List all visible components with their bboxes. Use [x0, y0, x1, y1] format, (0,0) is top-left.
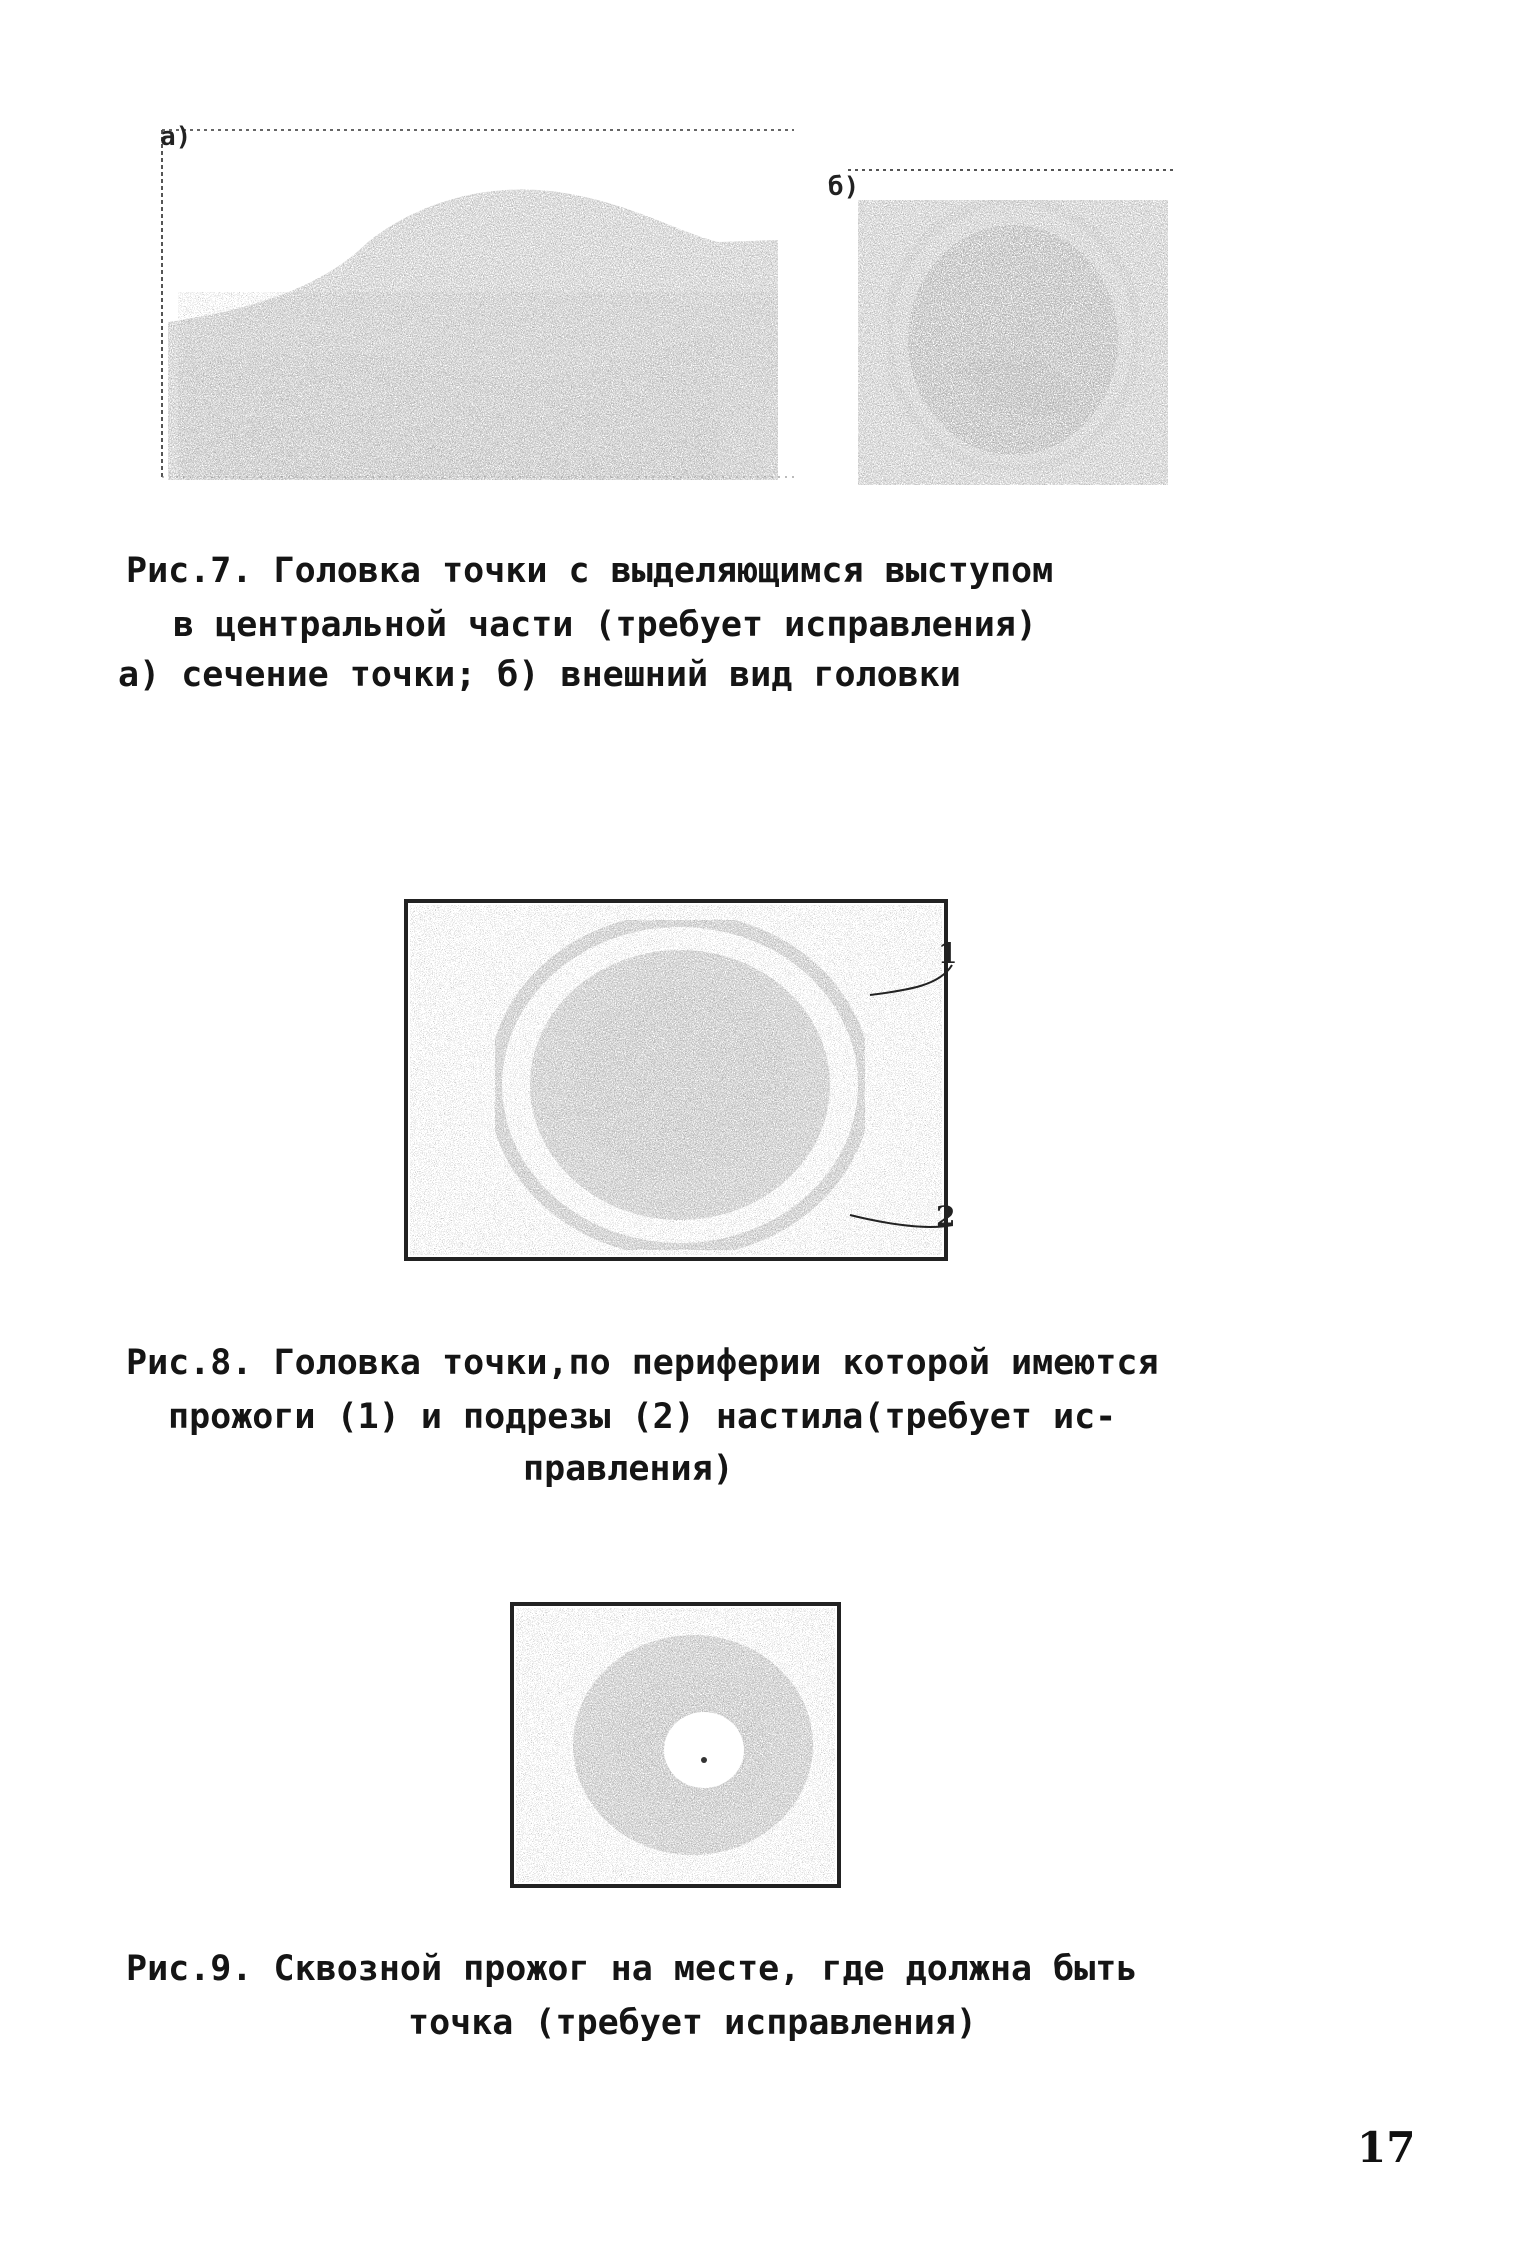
figure-9-caption-line-1: Рис.9. Сквозной прожог на месте, где должна быть: [126, 1949, 1138, 1989]
figure-7a-cross-section-photo: [158, 122, 798, 482]
figure-7b-label: б): [828, 172, 860, 202]
figure-7-caption-line-1: Рис.7. Головка точки с выделяющимся выступом: [126, 551, 1054, 591]
figure-7b-head-exterior-photo: [828, 150, 1178, 485]
figure-8-head-photo: [400, 895, 960, 1265]
figure-9-caption-line-2: точка (требует исправления): [408, 2003, 977, 2043]
figure-8-callout-2: 2: [936, 1200, 956, 1233]
figure-8-caption-line-3: правления): [523, 1449, 734, 1489]
figure-7-caption-line-2: в центральной части (требует исправления): [173, 605, 1037, 645]
figure-8-caption-line-1: Рис.8. Головка точки,по периферии которой имеются: [126, 1343, 1159, 1383]
figure-7a-label: а): [160, 122, 192, 152]
figure-9-burn-through-photo: [508, 1600, 843, 1890]
figure-7-caption-line-3: а) сечение точки; б) внешний вид головки: [118, 655, 961, 695]
figure-8-caption-line-2: прожоги (1) и подрезы (2) настила(требует ис-: [168, 1397, 1117, 1437]
figure-8-callout-1: 1: [938, 937, 958, 970]
page-number: 17: [1357, 2123, 1416, 2172]
